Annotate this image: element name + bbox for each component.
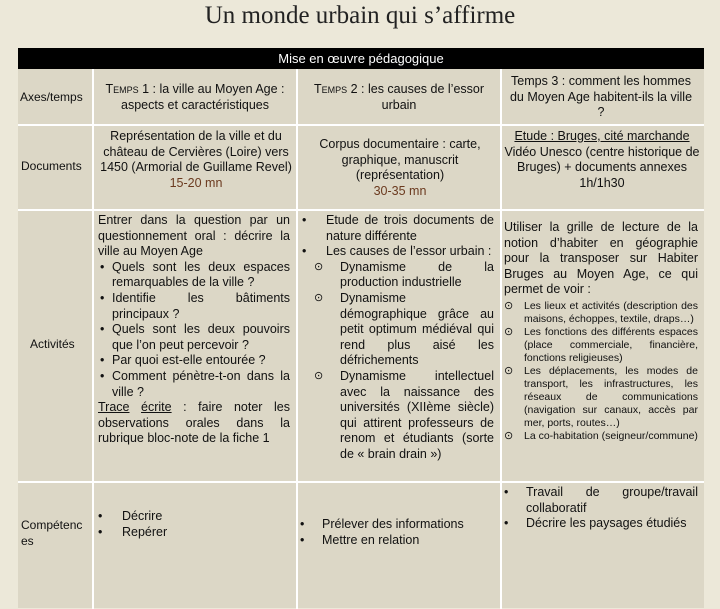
- list-item: ⊙ La co-habitation (seigneur/commune): [504, 430, 698, 443]
- row-label-documents: Documents: [21, 159, 82, 173]
- ecrite-word: écrite: [141, 400, 172, 415]
- activites-col3-list: [504, 300, 698, 443]
- list-item: • Comment pénètre-t-on dans la ville ?: [98, 369, 290, 400]
- activites-col1: [98, 213, 290, 447]
- row-label-axes: Axes/temps: [20, 90, 83, 104]
- list-item: ⊙ Dynamisme intellectuel avec la naissance des universités (XIIème siècle) qui attirent professeurs de renom et étudiants (sorte de « brain drain »): [314, 369, 494, 463]
- axes-temps2: [300, 82, 498, 113]
- documents-col3-text: Vidéo Unesco (centre historique de Bruges) + documents annexes: [504, 144, 700, 175]
- trace-word: Trace: [98, 400, 130, 415]
- competences-col3-list: [502, 485, 698, 532]
- col-divider: [92, 69, 94, 609]
- list-item: • Mettre en relation: [298, 533, 496, 549]
- axes-temps3: Temps 3 : comment les hommes du Moyen Age habitent-ils la ville ?: [509, 74, 693, 120]
- list-item: ⊙ Dynamisme de la production industrielle: [314, 260, 494, 291]
- documents-col2-time: 30-35 mn: [373, 183, 427, 198]
- list-item: ⊙ Les déplacements, les modes de transport, les infrastructures, les réseaux de communications (navigation sur canaux, accès par mer, ports, routes…): [504, 365, 698, 430]
- list-item: ⊙ Dynamisme démographique grâce au petit optimum médiéval qui rend plus aisé les défrichements: [314, 291, 494, 369]
- list-item: • Décrire les paysages étudiés: [502, 516, 698, 532]
- competences-col2: [298, 517, 496, 548]
- list-item: • Prélever des informations: [298, 517, 496, 533]
- documents-col2: [302, 137, 498, 199]
- competences-col2-list: [298, 517, 496, 548]
- activites-col1-trace: [98, 400, 290, 447]
- list-item: • Repérer: [96, 525, 286, 541]
- list-item: ⊙ Les lieux et activités (description des maisons, échoppes, textile, draps…): [504, 300, 698, 326]
- temps1-label: Temps 1: [105, 82, 150, 96]
- temps2-label: Temps 2: [313, 82, 358, 96]
- documents-col1: [96, 129, 296, 191]
- documents-col3: [502, 129, 702, 191]
- row-divider: [18, 481, 704, 483]
- list-item: • Les causes de l’essor urbain :: [300, 244, 494, 260]
- row-divider: [18, 124, 704, 126]
- list-item: • Décrire: [96, 509, 286, 525]
- list-item: • Quels sont les deux pouvoirs que l’on peut percevoir ?: [98, 322, 290, 353]
- list-item: ⊙ Les fonctions des différents espaces (place commerciale, financière, fonctions religieuses): [504, 326, 698, 365]
- pedagogy-table: [18, 48, 704, 608]
- activites-col2: [300, 213, 494, 463]
- documents-col1-text: Représentation de la ville et du château de Cervières (Loire) vers 1450 (Armorial de Guillame Revel): [100, 129, 292, 175]
- activites-col3: [504, 220, 698, 443]
- list-item: • Etude de trois documents de nature différente: [300, 213, 494, 244]
- page-title: Un monde urbain qui s’affirme: [204, 2, 516, 29]
- list-item: • Travail de groupe/travail collaboratif: [502, 485, 698, 516]
- list-item: • Par quoi est-elle entourée ?: [98, 353, 290, 369]
- activites-col3-intro: Utiliser la grille de lecture de la notion d’habiter en géographie pour la transposer sur Habiter Bruges au Moyen Age, ce qui permet de voir :: [504, 220, 698, 297]
- list-item: • Identifie les bâtiments principaux ?: [98, 291, 290, 322]
- axes-temps1: [96, 82, 294, 113]
- documents-col3-link[interactable]: Etude : Bruges, cité marchande: [514, 129, 690, 143]
- row-label-activites: Activités: [30, 337, 75, 351]
- documents-col2-text: Corpus documentaire : carte, graphique, manuscrit (représentation): [319, 137, 481, 183]
- competences-col1: [96, 509, 286, 540]
- activites-col2-sublist: [314, 260, 494, 463]
- row-label-competences: Compétenc es: [21, 518, 83, 548]
- documents-col3-time: 1h/1h30: [579, 175, 625, 190]
- competences-col1-list: [96, 509, 286, 540]
- temps1-text: : la ville au Moyen Age : aspects et caractéristiques: [121, 82, 285, 112]
- activites-col2-list: [300, 213, 494, 260]
- table-header: Mise en œuvre pédagogique: [18, 48, 704, 69]
- row-divider: [18, 209, 704, 211]
- documents-col1-time: 15-20 mn: [169, 175, 223, 190]
- activites-col1-list: [98, 260, 290, 400]
- temps2-text: : les causes de l’essor urbain: [361, 82, 485, 112]
- competences-col3: [502, 485, 698, 532]
- activites-col1-intro: Entrer dans la question par un questionnement oral : décrire la ville au Moyen Age: [98, 213, 290, 259]
- list-item: • Quels sont les deux espaces remarquables de la ville ?: [98, 260, 290, 291]
- trace-text: : faire noter les observations orales dans la rubrique bloc-note de la fiche 1: [98, 400, 290, 446]
